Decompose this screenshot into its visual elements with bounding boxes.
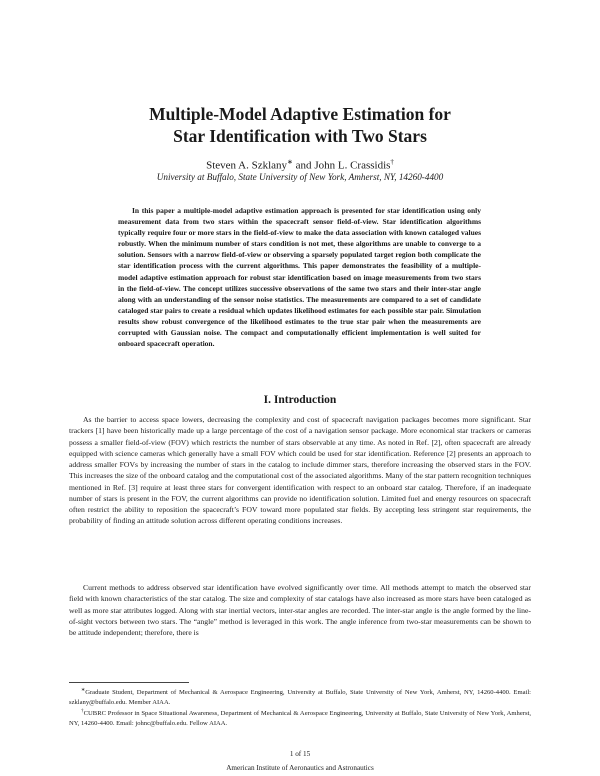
intro-paragraph-1: As the barrier to access space lowers, decreasing the complexity and cost of spacecraft navigation packages becomes more significant. Star trackers [1] have been historically made up a large percentage of the cost of a navigation sensor package. More economical star trackers or cameras possess a smaller field-of-view (FOV) which restricts the number of stars observable at any time. As noted in Ref. [2], often spacecraft are already equipped with science cameras which generally have a small FOV which could be used for star identification. Reference [2] presents an approach to address smaller FOVs by increasing the number of stars in the catalog to include dimmer stars, therefore increasing the observed stars in the FOV. This increases the size of the onboard catalog and the computational cost of the associated algorithms. Many of the star pattern recognition techniques mentioned in Ref. [3] require at least three stars for convergent identification with respect to an onboard star catalog. Therefore, if an inadequate number of stars is present in the FOV, the current algorithms can provide no identification solution. Limited fuel and energy resources on spacecraft often restrict the ability to reposition the spacecraft’s FOV toward more populated star fields. By accepting less stringent star requirements, the probability of finding an attitude solution across different operating conditions increases. xyxy=(69,415,531,526)
author-1-footnote-mark: ∗ xyxy=(287,158,293,166)
footnote-divider xyxy=(69,682,189,683)
author-affiliation: University at Buffalo, State University of New York, Amherst, NY, 14260-4400 xyxy=(156,172,444,182)
footnote-1-mark: ∗ xyxy=(81,688,86,693)
footnote-1 xyxy=(69,686,531,707)
author-1-name: Steven A. Szklany xyxy=(206,159,288,172)
author-connector: and xyxy=(292,159,315,172)
intro-paragraph-2: Current methods to address observed star identification have evolved significantly over time. All methods attempt to match the observed star field with known characteristics of the star catalog. The size and complexity of star catalogs have also increased as more stars have been cataloged as well as more star attributes logged. Along with star inertial vectors, inter-star angles are recorded. The inter-star angle is the angle formed by the line-of-sight vectors between two stars. The “angle” method is leveraged in this work. The angle inference from two-star measurements can be shown to be attitude independent; therefore, there is xyxy=(69,583,531,637)
title-line-2: Star Identification with Two Stars xyxy=(173,126,427,146)
section-heading-introduction: I. Introduction xyxy=(263,394,337,406)
footer-organization: American Institute of Aeronautics and Astronautics xyxy=(226,764,374,772)
abstract-text: In this paper a multiple-model adaptive estimation approach is presented for star identification using only measurement data from two stars within the spacecraft sensor field-of-view. Star identification algorithms typically require four or more stars in the field-of-view to make the data association with known cataloged values robustly. When the minimum number of stars condition is not met, these algorithms are unable to converge to a solution. Sensors with a narrow field-of-view or observing a sparsely populated target region both complicate the star identification process with the current algorithms. This paper demonstrates the feasibility of a multiple-model adaptive estimation approach for robust star identification based on image measurements from two stars in the field-of-view. The concept utilizes successive observations of the same two stars and their inter-star angle along with an understanding of the sensor noise statistics. The measurements are compared to a set of candidate cataloged star pairs to create a residual which updates likelihood estimates for each possible star pair. Simulation results show robust convergence of the likelihood estimates to the true star pair when the measurements are corrupted with Gaussian noise. The compact and computationally efficient implementation is well suited for onboard spacecraft operation. xyxy=(118,206,481,349)
author-2-footnote-mark: † xyxy=(390,158,394,166)
title-line-1: Multiple-Model Adaptive Estimation for xyxy=(149,104,451,124)
footnote-2-mark: † xyxy=(81,709,84,714)
footnote-1-text: Graduate Student, Department of Mechanical & Aerospace Engineering, University at Buffalo, State University of New York, Amherst, NY, 14260-4400. Email: szklany@buffalo.edu. Member AIAA. xyxy=(69,689,531,706)
footnote-2 xyxy=(69,707,531,728)
page-number: 1 of 15 xyxy=(289,750,311,758)
author-2-name: John L. Crassidis xyxy=(314,159,391,172)
author-list xyxy=(60,155,540,173)
paper-title xyxy=(60,103,540,147)
footnote-2-text: CUBRC Professor in Space Situational Awareness, Department of Mechanical & Aerospace Engineering, University at Buffalo, State University of New York, Amherst, NY, 14260-4400. Email: johnc@buffalo.edu. Fellow AIAA. xyxy=(69,710,531,727)
